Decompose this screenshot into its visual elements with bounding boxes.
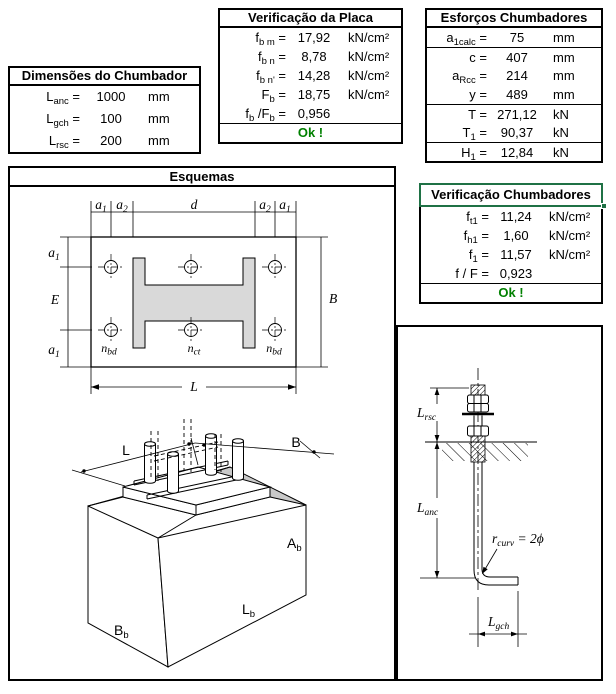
table-row[interactable] xyxy=(427,104,601,123)
cell-unit: mm xyxy=(553,87,575,102)
dim-label-L: L xyxy=(190,379,198,394)
thread-embedded xyxy=(471,436,485,462)
cell-unit: mm xyxy=(553,68,575,83)
cell-value: 14,28 xyxy=(297,68,331,83)
cell-unit: mm xyxy=(148,133,170,148)
cell-unit: mm xyxy=(553,50,575,65)
dim-label-E: E xyxy=(50,292,60,307)
cell-label: c = xyxy=(469,50,487,65)
cell-label: $f_1$ = xyxy=(468,247,489,265)
table-row[interactable] xyxy=(427,47,601,66)
cell-unit xyxy=(342,104,401,123)
bolt-shank-outer xyxy=(474,462,518,585)
cell-unit: kN xyxy=(553,145,569,160)
cell-label: $f_{h1}$ = xyxy=(463,228,489,246)
cell-value: 489 xyxy=(506,87,528,102)
label-nct: $n_{ct}$ xyxy=(187,341,201,358)
dim-label-a1: $a_1$ xyxy=(279,197,291,215)
cell-unit: kN/cm² xyxy=(348,30,390,45)
table-verificacao-placa xyxy=(218,8,403,144)
esquemas-title: Esquemas xyxy=(10,168,394,187)
cell-unit: kN/cm² xyxy=(348,87,390,102)
nut xyxy=(468,426,489,436)
table-title[interactable]: Dimensões do Chumbador xyxy=(8,66,201,86)
table-row[interactable] xyxy=(220,66,401,85)
dim-label-L: L xyxy=(122,442,130,458)
cell-value: 18,75 xyxy=(297,87,331,102)
cell-value: 0,923 xyxy=(499,266,533,281)
cell-unit: kN/cm² xyxy=(549,247,591,262)
table-title[interactable]: Verificação da Placa xyxy=(218,8,403,28)
cell-value: 1,60 xyxy=(503,228,529,243)
leader-arrow xyxy=(482,567,488,574)
dim-label-a1: $a_1$ xyxy=(48,245,60,263)
table-row[interactable] xyxy=(220,47,401,66)
table-row[interactable] xyxy=(421,245,601,264)
cell-value: 17,92 xyxy=(297,30,331,45)
table-dimensoes-chumbador xyxy=(8,66,201,154)
cell-label: $L_{rsc}$ = xyxy=(48,133,80,151)
label-Bb: $B_b$ xyxy=(114,622,129,641)
cell-unit: kN/cm² xyxy=(549,209,591,224)
cell-label: $L_{anc}$ = xyxy=(46,89,80,107)
table-row[interactable] xyxy=(10,130,199,152)
cell-value: 100 xyxy=(100,111,122,126)
cell-label: $f_{b n'}$ = xyxy=(256,68,286,86)
dim-label-a1: $a_1$ xyxy=(48,342,60,360)
cell-value: 75 xyxy=(509,30,525,45)
cell-label: $H_1$ = xyxy=(461,145,487,163)
cell-label: $L_{gch}$ = xyxy=(46,111,80,129)
dim-label-a2: $a_2$ xyxy=(116,197,128,215)
cell-unit: kN/cm² xyxy=(549,228,591,243)
cell-value: 0,956 xyxy=(297,106,331,121)
cell-label: y = xyxy=(469,87,487,102)
cell-label: $a_{Rcc}$ = xyxy=(452,68,487,86)
table-row[interactable] xyxy=(220,28,401,47)
cell-label: $f_b$ $/F_b$ = xyxy=(245,106,286,124)
table-row[interactable] xyxy=(427,85,601,104)
dim-label-B: B xyxy=(291,434,301,450)
table-row[interactable] xyxy=(427,66,601,85)
table-row[interactable] xyxy=(427,142,601,161)
dim-label-d: d xyxy=(190,197,198,212)
cell-unit: kN/cm² xyxy=(348,49,390,64)
cell-label: $a_{1calc}$ = xyxy=(446,30,487,48)
cell-value: 214 xyxy=(506,68,528,83)
status-ok[interactable]: Ok ! xyxy=(421,283,601,302)
cell-unit: mm xyxy=(148,111,170,126)
cell-value: 90,37 xyxy=(500,125,534,140)
cell-label: $f_{t1}$ = xyxy=(466,209,489,227)
table-esforcos-chumbadores xyxy=(425,8,603,163)
label-Ab: $A_b$ xyxy=(287,535,302,554)
selection-fill-handle[interactable] xyxy=(601,203,607,209)
table-row[interactable] xyxy=(421,226,601,245)
table-row[interactable] xyxy=(10,86,199,108)
table-verificacao-chumbadores xyxy=(419,183,603,304)
bolt-shank-inner xyxy=(482,462,518,577)
status-ok[interactable]: Ok ! xyxy=(220,123,401,142)
cell-unit xyxy=(543,264,601,283)
cell-value: 407 xyxy=(506,50,528,65)
dim-label-a2: $a_2$ xyxy=(259,197,271,215)
foundation-block-3d-diagram xyxy=(8,401,394,679)
table-row[interactable] xyxy=(10,108,199,130)
table-row[interactable] xyxy=(220,85,401,104)
cell-value: 200 xyxy=(100,133,122,148)
cell-label: T = xyxy=(468,107,487,122)
block-front-left-face xyxy=(88,506,168,667)
nut xyxy=(468,395,489,404)
table-title[interactable]: Esforços Chumbadores xyxy=(425,8,603,28)
cell-unit: mm xyxy=(553,30,575,45)
dim-arrow xyxy=(91,384,99,390)
dim-arrow xyxy=(288,384,296,390)
cell-label: $f_{b n}$ = xyxy=(257,49,286,67)
selected-cell-title[interactable]: Verificação Chumbadores xyxy=(419,183,603,207)
table-row[interactable] xyxy=(421,207,601,226)
anchor-bolt-detail-diagram xyxy=(396,325,602,681)
label-rcurv: $r_{curv} = 2\phi$ xyxy=(492,531,544,549)
label-nbd: $n_{bd}$ xyxy=(266,341,282,358)
cell-value: 11,57 xyxy=(500,247,532,262)
dim-label-Lgch: $L_{gch}$ xyxy=(488,614,510,632)
dim-label-B: B xyxy=(329,291,338,306)
table-row[interactable] xyxy=(427,123,601,142)
dim-label-Lanc: $L_{anc}$ xyxy=(417,500,439,518)
cell-label: f / F = xyxy=(455,266,489,281)
cell-label: $F_b$ = xyxy=(261,87,286,105)
cell-unit: mm xyxy=(148,89,170,104)
block-front-right-face xyxy=(158,505,306,667)
table-row[interactable] xyxy=(220,104,401,123)
table-row[interactable] xyxy=(427,28,601,47)
cell-value: 12,84 xyxy=(500,145,534,160)
dim-label-a1: $a_1$ xyxy=(95,197,107,215)
cell-value: 1000 xyxy=(96,89,126,104)
cell-unit: kN xyxy=(553,125,569,140)
cell-value: 11,24 xyxy=(500,209,532,224)
cell-label: $f_{b m}$ = xyxy=(255,30,286,48)
thread-top xyxy=(471,385,485,395)
cell-unit: kN/cm² xyxy=(348,68,390,83)
label-Lb: $L_b$ xyxy=(242,601,256,620)
cell-value: 271,12 xyxy=(497,107,537,122)
base-plate-plan-diagram xyxy=(8,187,396,399)
label-nbd: $n_{bd}$ xyxy=(101,341,117,358)
nut xyxy=(468,404,489,413)
cell-value: 8,78 xyxy=(301,49,327,64)
table-row[interactable] xyxy=(421,264,601,283)
cell-label: $T_1$ = xyxy=(462,125,487,143)
dim-label-Lrsc: $L_{rsc}$ xyxy=(417,405,437,423)
cell-unit: kN xyxy=(553,107,569,122)
